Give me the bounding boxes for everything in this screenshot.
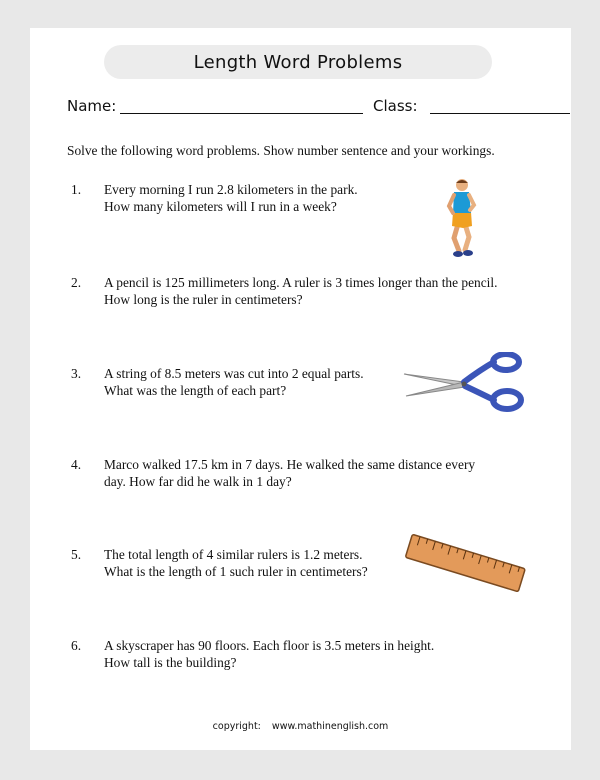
problem-line: How many kilometers will I run in a week? [104,199,337,214]
scissors-icon [402,352,526,416]
problem-line: The total length of 4 similar rulers is 1.2 meters. [104,547,363,562]
problem-number: 4. [71,457,82,472]
problem-line: How long is the ruler in centimeters? [104,292,303,307]
copyright-footer [30,721,571,732]
problem-number: 3. [71,366,82,381]
class-label: Class: [373,97,418,115]
problem-line: What was the length of each part? [104,383,287,398]
copyright-link[interactable]: www.mathinenglish.com [271,721,389,732]
problem-line: A skyscraper has 90 floors. Each floor is 3.5 meters in height. [104,638,435,653]
problem-line: A string of 8.5 meters was cut into 2 equal parts. [104,366,364,381]
problem-number: 5. [71,547,82,562]
runner-icon [438,176,484,262]
ruler-icon [402,533,528,595]
copyright-label: copyright: [212,721,261,732]
problem-line: Every morning I run 2.8 kilometers in the park. [104,182,358,197]
problem-number: 6. [71,638,82,653]
problem-line: A pencil is 125 millimeters long. A ruler is 3 times longer than the pencil. [104,275,498,290]
name-class-row [67,94,537,118]
class-blank-line [430,113,570,114]
problem-line: How tall is the building? [104,655,237,670]
page-title: Length Word Problems [104,45,492,79]
instructions-text: Solve the following word problems. Show number sentence and your workings. [67,143,495,158]
name-label: Name: [67,97,117,115]
problem-line: Marco walked 17.5 km in 7 days. He walked the same distance every [104,457,476,472]
problem-line: What is the length of 1 such ruler in centimeters? [104,564,368,579]
problem-number: 2. [71,275,82,290]
name-blank-line [120,113,363,114]
problem-number: 1. [71,182,82,197]
problem-line: day. How far did he walk in 1 day? [104,474,292,489]
worksheet-page [30,28,571,750]
